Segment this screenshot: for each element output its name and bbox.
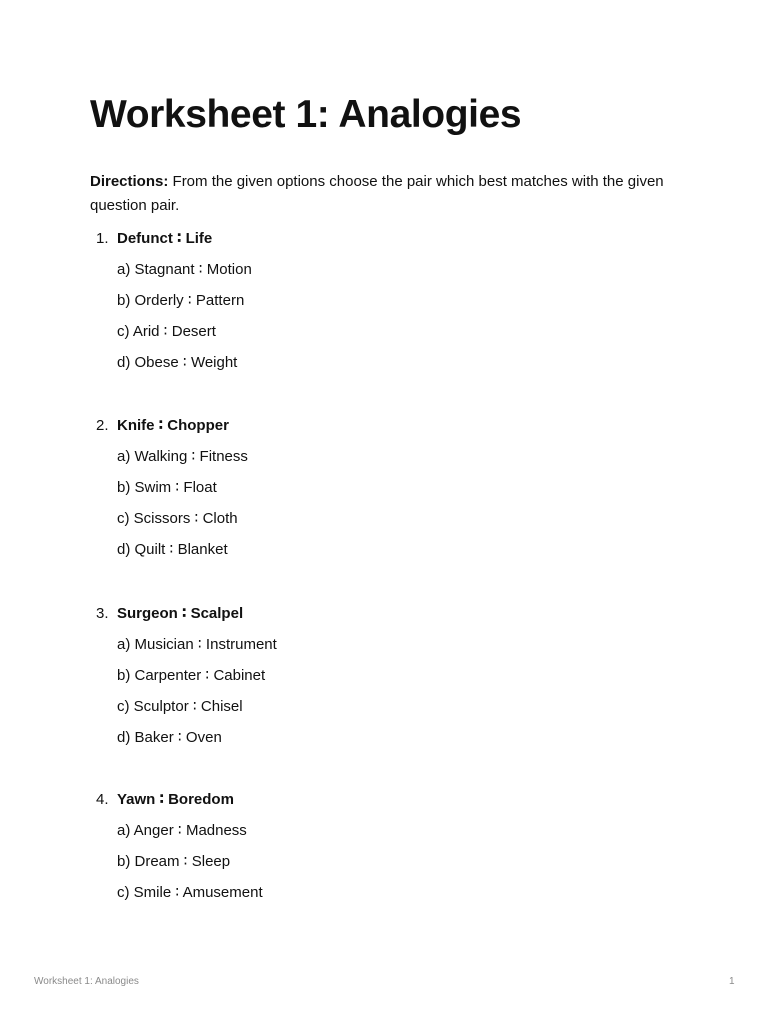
answer-option: c) Arid ∶ Desert — [117, 323, 216, 340]
answer-option: d) Baker ∶ Oven — [117, 729, 222, 746]
answer-option: a) Walking ∶ Fitness — [117, 448, 248, 465]
answer-option: c) Smile ∶ Amusement — [117, 884, 263, 901]
question-number: 3. — [96, 605, 109, 622]
answer-option: a) Musician ∶ Instrument — [117, 636, 277, 653]
answer-option: d) Quilt ∶ Blanket — [117, 541, 228, 558]
answer-option: b) Swim ∶ Float — [117, 479, 217, 496]
answer-option: d) Obese ∶ Weight — [117, 354, 238, 371]
question-pair: Knife ∶ Chopper — [117, 417, 229, 434]
question-number: 4. — [96, 791, 109, 808]
answer-option: b) Dream ∶ Sleep — [117, 853, 231, 870]
question-number: 2. — [96, 417, 109, 434]
question-number: 1. — [96, 230, 109, 247]
directions — [90, 170, 690, 218]
question-4 — [90, 789, 650, 913]
answer-option: c) Sculptor ∶ Chisel — [117, 698, 243, 715]
question-2 — [90, 415, 650, 570]
answer-option: b) Orderly ∶ Pattern — [117, 292, 245, 309]
question-1 — [90, 228, 650, 383]
answer-option: a) Anger ∶ Madness — [117, 822, 247, 839]
page-title: Worksheet 1: Analogies — [90, 93, 522, 136]
directions-label: Directions: — [90, 173, 169, 190]
answer-option: a) Stagnant ∶ Motion — [117, 261, 252, 278]
directions-text: From the given options choose the pair which best matches with the given question pair. — [90, 173, 664, 214]
question-pair: Surgeon ∶ Scalpel — [117, 605, 244, 622]
footer-title: Worksheet 1: Analogies — [34, 976, 139, 987]
question-3 — [90, 603, 650, 758]
page-number: 1 — [729, 976, 735, 987]
answer-option: c) Scissors ∶ Cloth — [117, 510, 238, 527]
question-pair: Defunct ∶ Life — [117, 230, 213, 247]
question-pair: Yawn ∶ Boredom — [117, 791, 234, 808]
answer-option: b) Carpenter ∶ Cabinet — [117, 667, 266, 684]
